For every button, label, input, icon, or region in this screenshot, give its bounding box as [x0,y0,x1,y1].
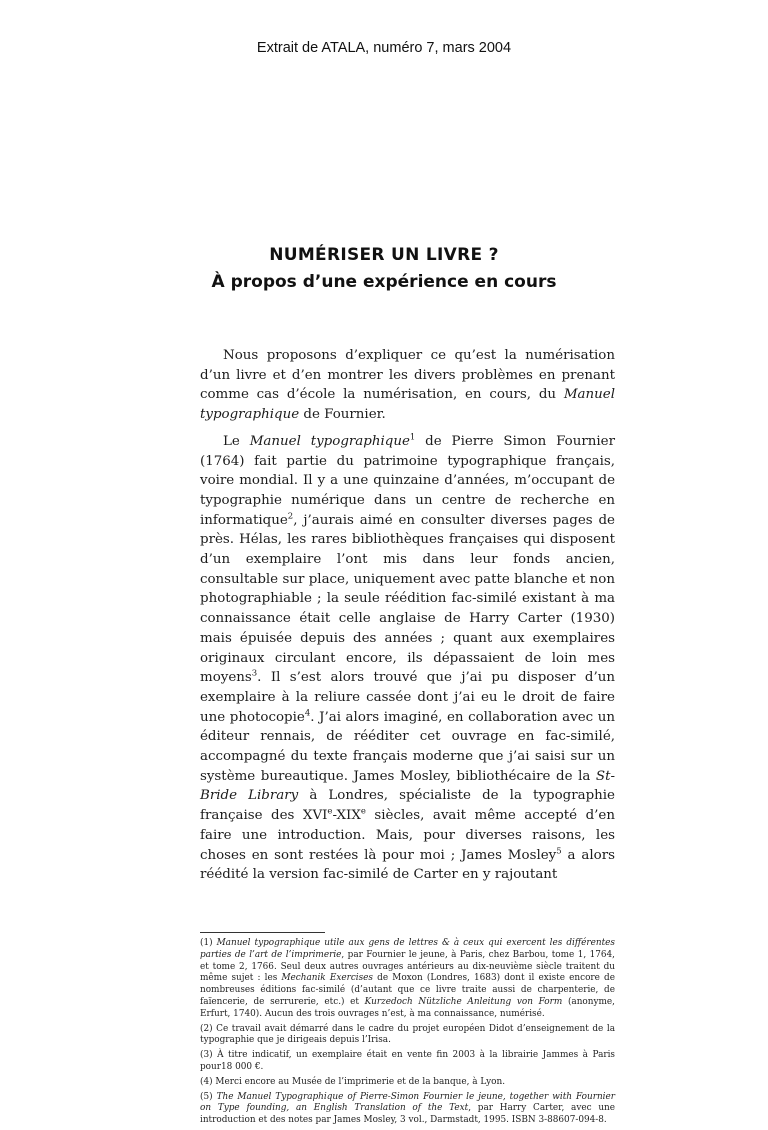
footnote-separator [200,932,325,933]
century-superscript: e [327,806,333,817]
century-superscript: e [360,806,366,817]
italic-title: The Manuel Typographique of Pierre-Simon Fournier le jeune, together with Fournier on Type founding, an English Translation of the Text [200,1091,615,1114]
text-run: de Fournier. [299,407,386,423]
article-title [0,242,768,296]
text-run: , j’aurais aimé en consulter diverses pages de près. Hélas, les rares bibliothèques françaises qui disposent d’un exemplaire l’ont mis dans leur fonds ancien, consultable sur place, uniquement avec patte blanche et non photographiable ; la seule réédition fac-similé existant à ma connaissance était celle anglaise de Harry Carter (1930) mais épuisée depuis des années ; quant aux exemplaires originaux circulant encore, ils dépassaient de loin mes moyens [200,512,615,686]
text-run: -XIX [332,808,361,824]
italic-title: Kurzedoch Nützliche Anleitung von Form [364,996,563,1007]
footnote-5 [200,1092,615,1127]
text-run: (anonyme, Erfurt, 1740). Aucun des trois ouvrages n’est, à ma connaissance, numérisé. [200,996,615,1019]
text-run: de Moxon (Londres, 1683) dont il existe encore de nombreuses éditions fac-similé (d’autant que ce livre traite aussi de charpenterie, de faïencerie, de serrurerie, etc.) et [200,973,615,1007]
text-run: siècles, avait même accepté d’en faire une introduction. Mais, pour diverses raisons, les choses en sont restées là pour moi ; James Mosley [200,808,615,863]
footnote-1 [200,938,615,1021]
text-run: Le [223,433,250,449]
title-line-2: À propos d’une expérience en cours [211,272,557,292]
italic-title: Manuel typographique [200,387,615,423]
footnotes [200,938,615,1130]
footnote-number: (1) [200,938,217,948]
italic-title: Manuel typographique [249,433,410,449]
title-line-1: NUMÉRISER UN LIVRE ? [269,245,499,265]
text-run: , par Fournier le jeune, à Paris, chez Barbou, tome 1, 1764, et tome 2, 1766. Seul deux autres ouvrages antérieurs au dix-neuvième siècle traitent du même sujet : les [200,949,615,984]
italic-title: Manuel typographique utile aux gens de lettres & à ceux qui exercent les différentes parties de l’art de l’imprimerie [200,938,615,960]
body-text [200,346,615,885]
footnote-ref-1[interactable]: 1 [409,432,416,443]
footnote-4: (4) Merci encore au Musée de l’imprimerie et de la banque, à Lyon. [200,1076,506,1087]
text-run: . Il s’est alors trouvé que j’ai pu disposer d’un exemplaire à la reliure cassée dont j’ai eu le droit de faire une photocopie [200,670,615,725]
text-run: à Londres, spécialiste de la typographie française des XVI [200,788,615,824]
italic-title: Mechanik Exercises [281,973,373,984]
footnote-2: (2) Ce travail avait démarré dans le cadre du projet européen Didot d’enseignement de la typographie que je dirigeais depuis l’Irisa. [200,1023,615,1046]
italic-library-name: St-Bride Library [200,768,615,804]
text-run: Nous proposons d’expliquer ce qu’est la numérisation d’un livre et d’en montrer les divers problèmes en prenant comme cas d’école la numérisation, en cours, du [200,348,615,403]
footnote-number: (5) [200,1091,217,1102]
text-run: a alors réédité la version fac-similé de Carter en y rajoutant [200,847,615,883]
footnote-ref-5[interactable]: 5 [556,846,562,857]
text-run: de Pierre Simon Fournier (1764) fait partie du patrimoine typographique français, voire mondial. Il y a une quinzaine d’années, m’occupant de typographie numérique dans un centre de recherche en informatique [200,433,615,528]
footnote-ref-2[interactable]: 2 [287,511,294,522]
text-run: . J’ai alors imaginé, en collaboration avec un éditeur rennais, de rééditer cet ouvrage en fac-similé, accompagné du texte français moderne que j’ai saisi sur un système bureautique. James Mosley, bibliothécaire de la [200,709,615,784]
text-run: , par Harry Carter, avec une introduction et des notes par James Mosley, 3 vol., Darmstadt, 1995. ISBN 3-88607-094-8. [200,1103,615,1126]
paragraph-2 [200,432,615,885]
running-header: Extrait de ATALA, numéro 7, mars 2004 [256,40,512,56]
footnote-ref-4[interactable]: 4 [304,708,311,719]
footnote-ref-3[interactable]: 3 [251,668,258,679]
footnote-3: (3) À titre indicatif, un exemplaire était en vente fin 2003 à la librairie Jammes à Paris pour18 000 €. [200,1050,615,1072]
paragraph-1 [200,346,615,425]
